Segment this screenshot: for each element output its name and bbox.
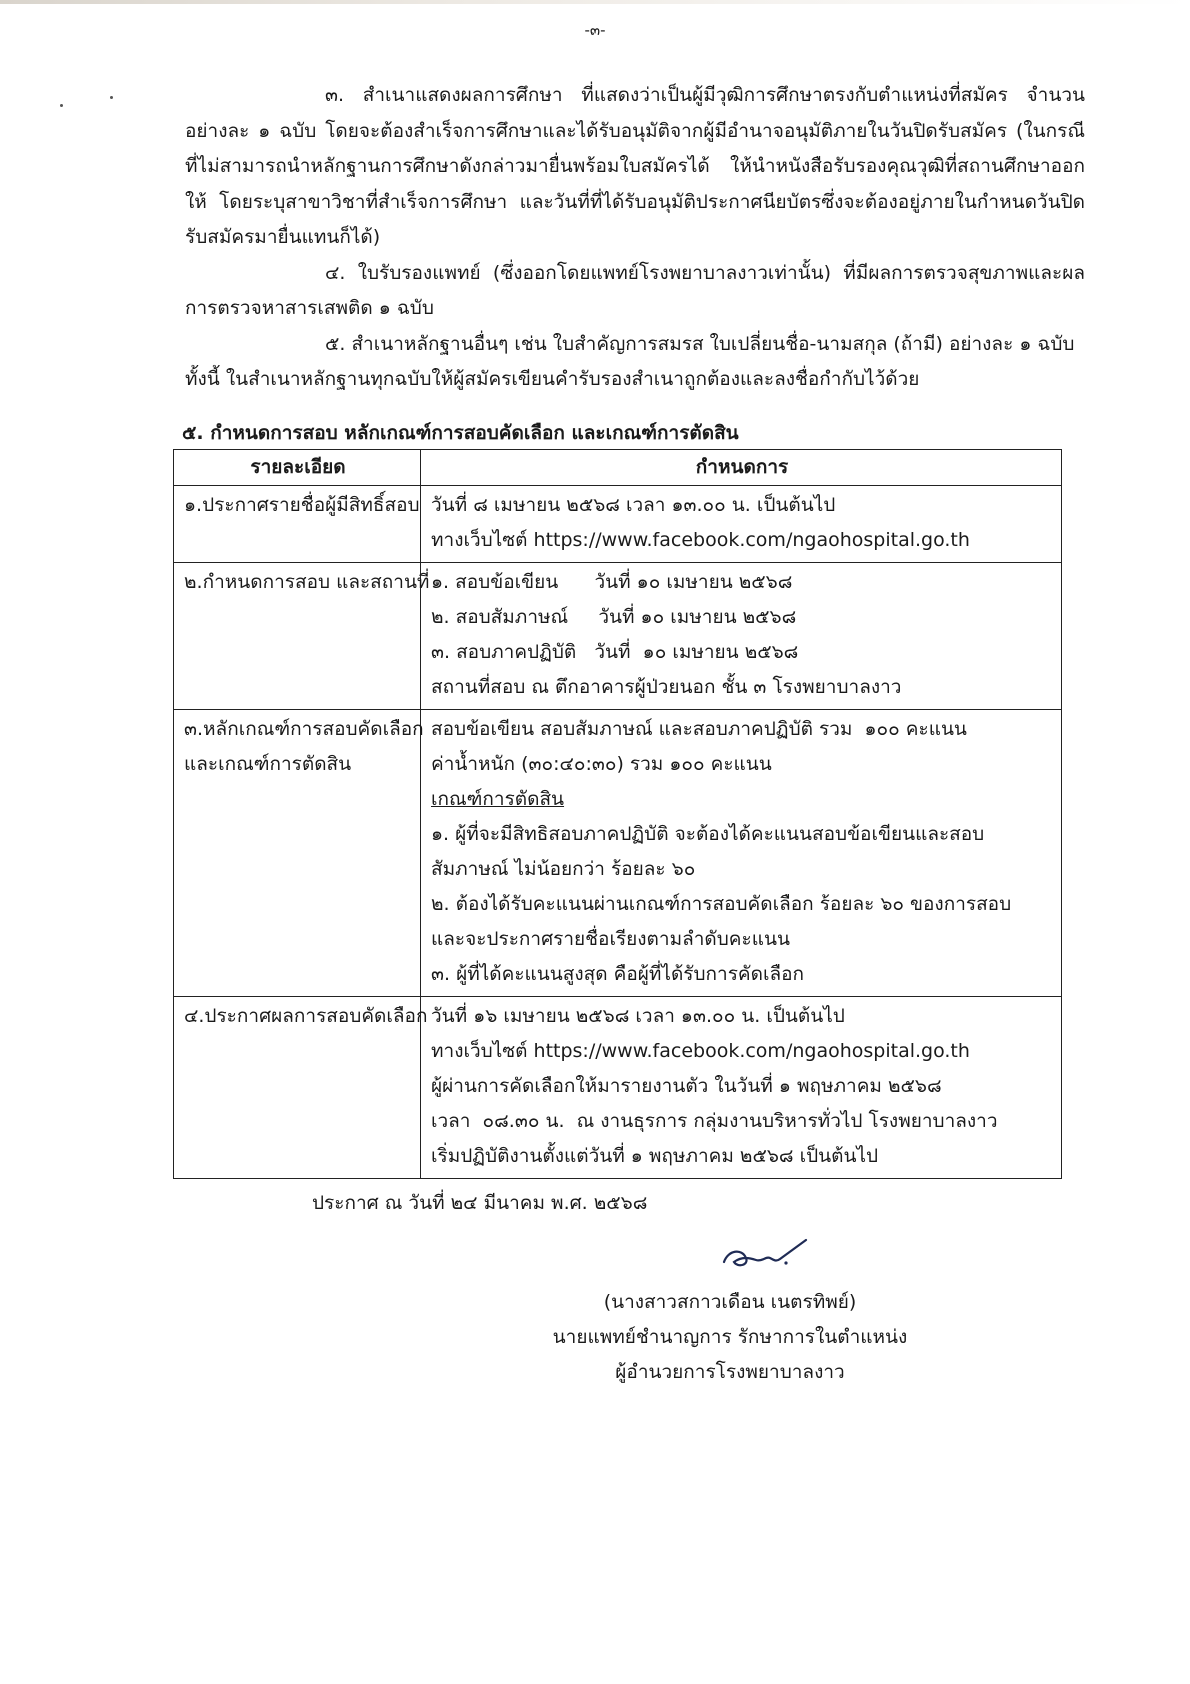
announcement-date [312, 1188, 647, 1218]
schedule-line: ๒. ต้องได้รับคะแนนผ่านเกณฑ์การสอบคัดเลือก ร้อยละ ๖๐ ของการสอบ [431, 893, 1012, 915]
row-schedule [421, 486, 1062, 563]
handwritten-signature [716, 1232, 812, 1276]
schedule-line: สอบข้อเขียน สอบสัมภาษณ์ และสอบภาคปฏิบัติ รวม ๑๐๐ คะแนน [431, 718, 967, 740]
schedule-line: เริ่มปฏิบัติงานตั้งแต่วันที่ ๑ พฤษภาคม ๒๕๖๘ เป็นต้นไป [431, 1145, 879, 1167]
schedule-line: และจะประกาศรายชื่อเรียงตามลำดับคะแนน [431, 928, 790, 950]
schedule-line: ๓. ผู้ที่ได้คะแนนสูงสุด คือผู้ที่ได้รับการคัดเลือก [431, 963, 805, 985]
requirements-text [185, 78, 1085, 398]
announcement-prefix: ประกาศ ณ วันที่ [312, 1192, 445, 1214]
section-title: ๕. กำหนดการสอบ หลักเกณฑ์การสอบคัดเลือก และเกณฑ์การตัดสิน [182, 422, 739, 444]
row-detail [174, 997, 428, 1179]
scan-speck [60, 104, 63, 107]
schedule-line: ค่าน้ำหนัก (๓๐:๔๐:๓๐) รวม ๑๐๐ คะแนน [431, 753, 772, 775]
schedule-line: สัมภาษณ์ ไม่น้อยกว่า ร้อยละ ๖๐ [431, 858, 696, 880]
row-detail [174, 486, 421, 563]
detail-line: ๒.กำหนดการสอบ และสถานที่ [184, 571, 430, 593]
schedule-line: วันที่ ๘ เมษายน ๒๕๖๘ เวลา ๑๓.๐๐ น. เป็นต้นไป [431, 494, 836, 516]
schedule-line: ๓. สอบภาคปฏิบัติ วันที่ ๑๐ เมษายน ๒๕๖๘ [431, 641, 799, 663]
schedule-line: ผู้ผ่านการคัดเลือกให้มารายงานตัว ในวันที่ ๑ พฤษภาคม ๒๕๖๘ [431, 1075, 942, 1097]
requirement-item-3: ๓. สำเนาแสดงผลการศึกษา ที่แสดงว่าเป็นผู้มีวุฒิการศึกษาตรงกับตำแหน่งที่สมัคร จำนวนอย่างละ ๑ ฉบับ โดยจะต้องสำเร็จการศึกษาและได้รับอนุมัติจากผู้มีอำนาจอนุมัติภายในวันปิดรับสมัคร (ในกรณีที่ไม่สามารถนำหลักฐานการศึกษาดังกล่าวมายื่นพร้อมใบสมัครได้ ให้นำหนังสือรับรองคุณวุฒิที่สถานศึกษาออกให้ โดยระบุสาขาวิชาที่สำเร็จการศึกษา และวันที่ที่ได้รับอนุมัติประกาศนียบัตรซึ่งจะต้องอยู่ภายในกำหนดวันปิดรับสมัครมายื่นแทนก็ได้) [185, 84, 1085, 248]
header-detail: รายละเอียด [174, 450, 421, 486]
exam-schedule-table [173, 449, 1062, 1179]
detail-line: และเกณฑ์การตัดสิน [184, 753, 352, 775]
signer-position: นายแพทย์ชำนาญการ รักษาการในตำแหน่ง [552, 1326, 908, 1348]
table-row [174, 486, 1062, 563]
copy-certification-note: ทั้งนี้ ในสำเนาหลักฐานทุกฉบับให้ผู้สมัครเขียนคำรับรองสำเนาถูกต้องและลงชื่อกำกับไว้ด้วย [185, 368, 920, 390]
row-schedule [421, 563, 1062, 710]
row-schedule [421, 997, 1062, 1179]
table-row [174, 997, 1062, 1179]
header-schedule: กำหนดการ [421, 450, 1062, 486]
scan-speck [110, 96, 113, 99]
row-detail [174, 563, 430, 710]
schedule-line: วันที่ ๑๖ เมษายน ๒๕๖๘ เวลา ๑๓.๐๐ น. เป็นต้นไป [431, 1005, 845, 1027]
signer-name: (นางสาวสกาวเดือน เนตรทิพย์) [603, 1291, 857, 1313]
detail-line: ๓.หลักเกณฑ์การสอบคัดเลือก [184, 718, 424, 740]
scan-edge [0, 0, 1190, 4]
requirement-item-5: ๕. สำเนาหลักฐานอื่นๆ เช่น ใบสำคัญการสมรส ใบเปลี่ยนชื่อ-นามสกุล (ถ้ามี) อย่างละ ๑ ฉบับ [325, 332, 1075, 355]
table-header-row [174, 450, 1062, 486]
schedule-line: สถานที่สอบ ณ ตึกอาคารผู้ป่วยนอก ชั้น ๓ โรงพยาบาลงาว [431, 676, 902, 698]
schedule-line: เวลา ๐๘.๓๐ น. ณ งานธุรการ กลุ่มงานบริหารทั่วไป โรงพยาบาลงาว [431, 1110, 998, 1132]
criteria-subheading: เกณฑ์การตัดสิน [431, 788, 565, 810]
requirement-item-4: ๔. ใบรับรองแพทย์ (ซึ่งออกโดยแพทย์โรงพยาบาลงาวเท่านั้น) ที่มีผลการตรวจสุขภาพและผลการตรวจหาสารเสพติด ๑ ฉบับ [185, 261, 1085, 319]
signature-block [530, 1285, 930, 1390]
website-link[interactable]: ทางเว็บไซต์ https://www.facebook.com/ngaohospital.go.th [431, 1040, 970, 1062]
schedule-line: ๑. ผู้ที่จะมีสิทธิสอบภาคปฏิบัติ จะต้องได้คะแนนสอบข้อเขียนและสอบ [431, 823, 985, 845]
page-number: -๓- [584, 21, 606, 39]
detail-line: ๑.ประกาศรายชื่อผู้มีสิทธิ์สอบ [184, 494, 420, 516]
row-schedule [421, 710, 1062, 997]
table-row [174, 710, 1062, 997]
signer-title: ผู้อำนวยการโรงพยาบาลงาว [615, 1361, 845, 1383]
website-link[interactable]: ทางเว็บไซต์ https://www.facebook.com/ngaohospital.go.th [431, 529, 970, 551]
schedule-line: ๒. สอบสัมภาษณ์ วันที่ ๑๐ เมษายน ๒๕๖๘ [431, 606, 797, 628]
announcement-suffix: มีนาคม พ.ศ. ๒๕๖๘ [483, 1192, 648, 1214]
announcement-day: ๒๔ [450, 1192, 478, 1214]
schedule-line: ๑. สอบข้อเขียน วันที่ ๑๐ เมษายน ๒๕๖๘ [431, 571, 793, 593]
detail-line: ๔.ประกาศผลการสอบคัดเลือก [184, 1005, 428, 1027]
table-row [174, 563, 1062, 710]
row-detail [174, 710, 424, 997]
